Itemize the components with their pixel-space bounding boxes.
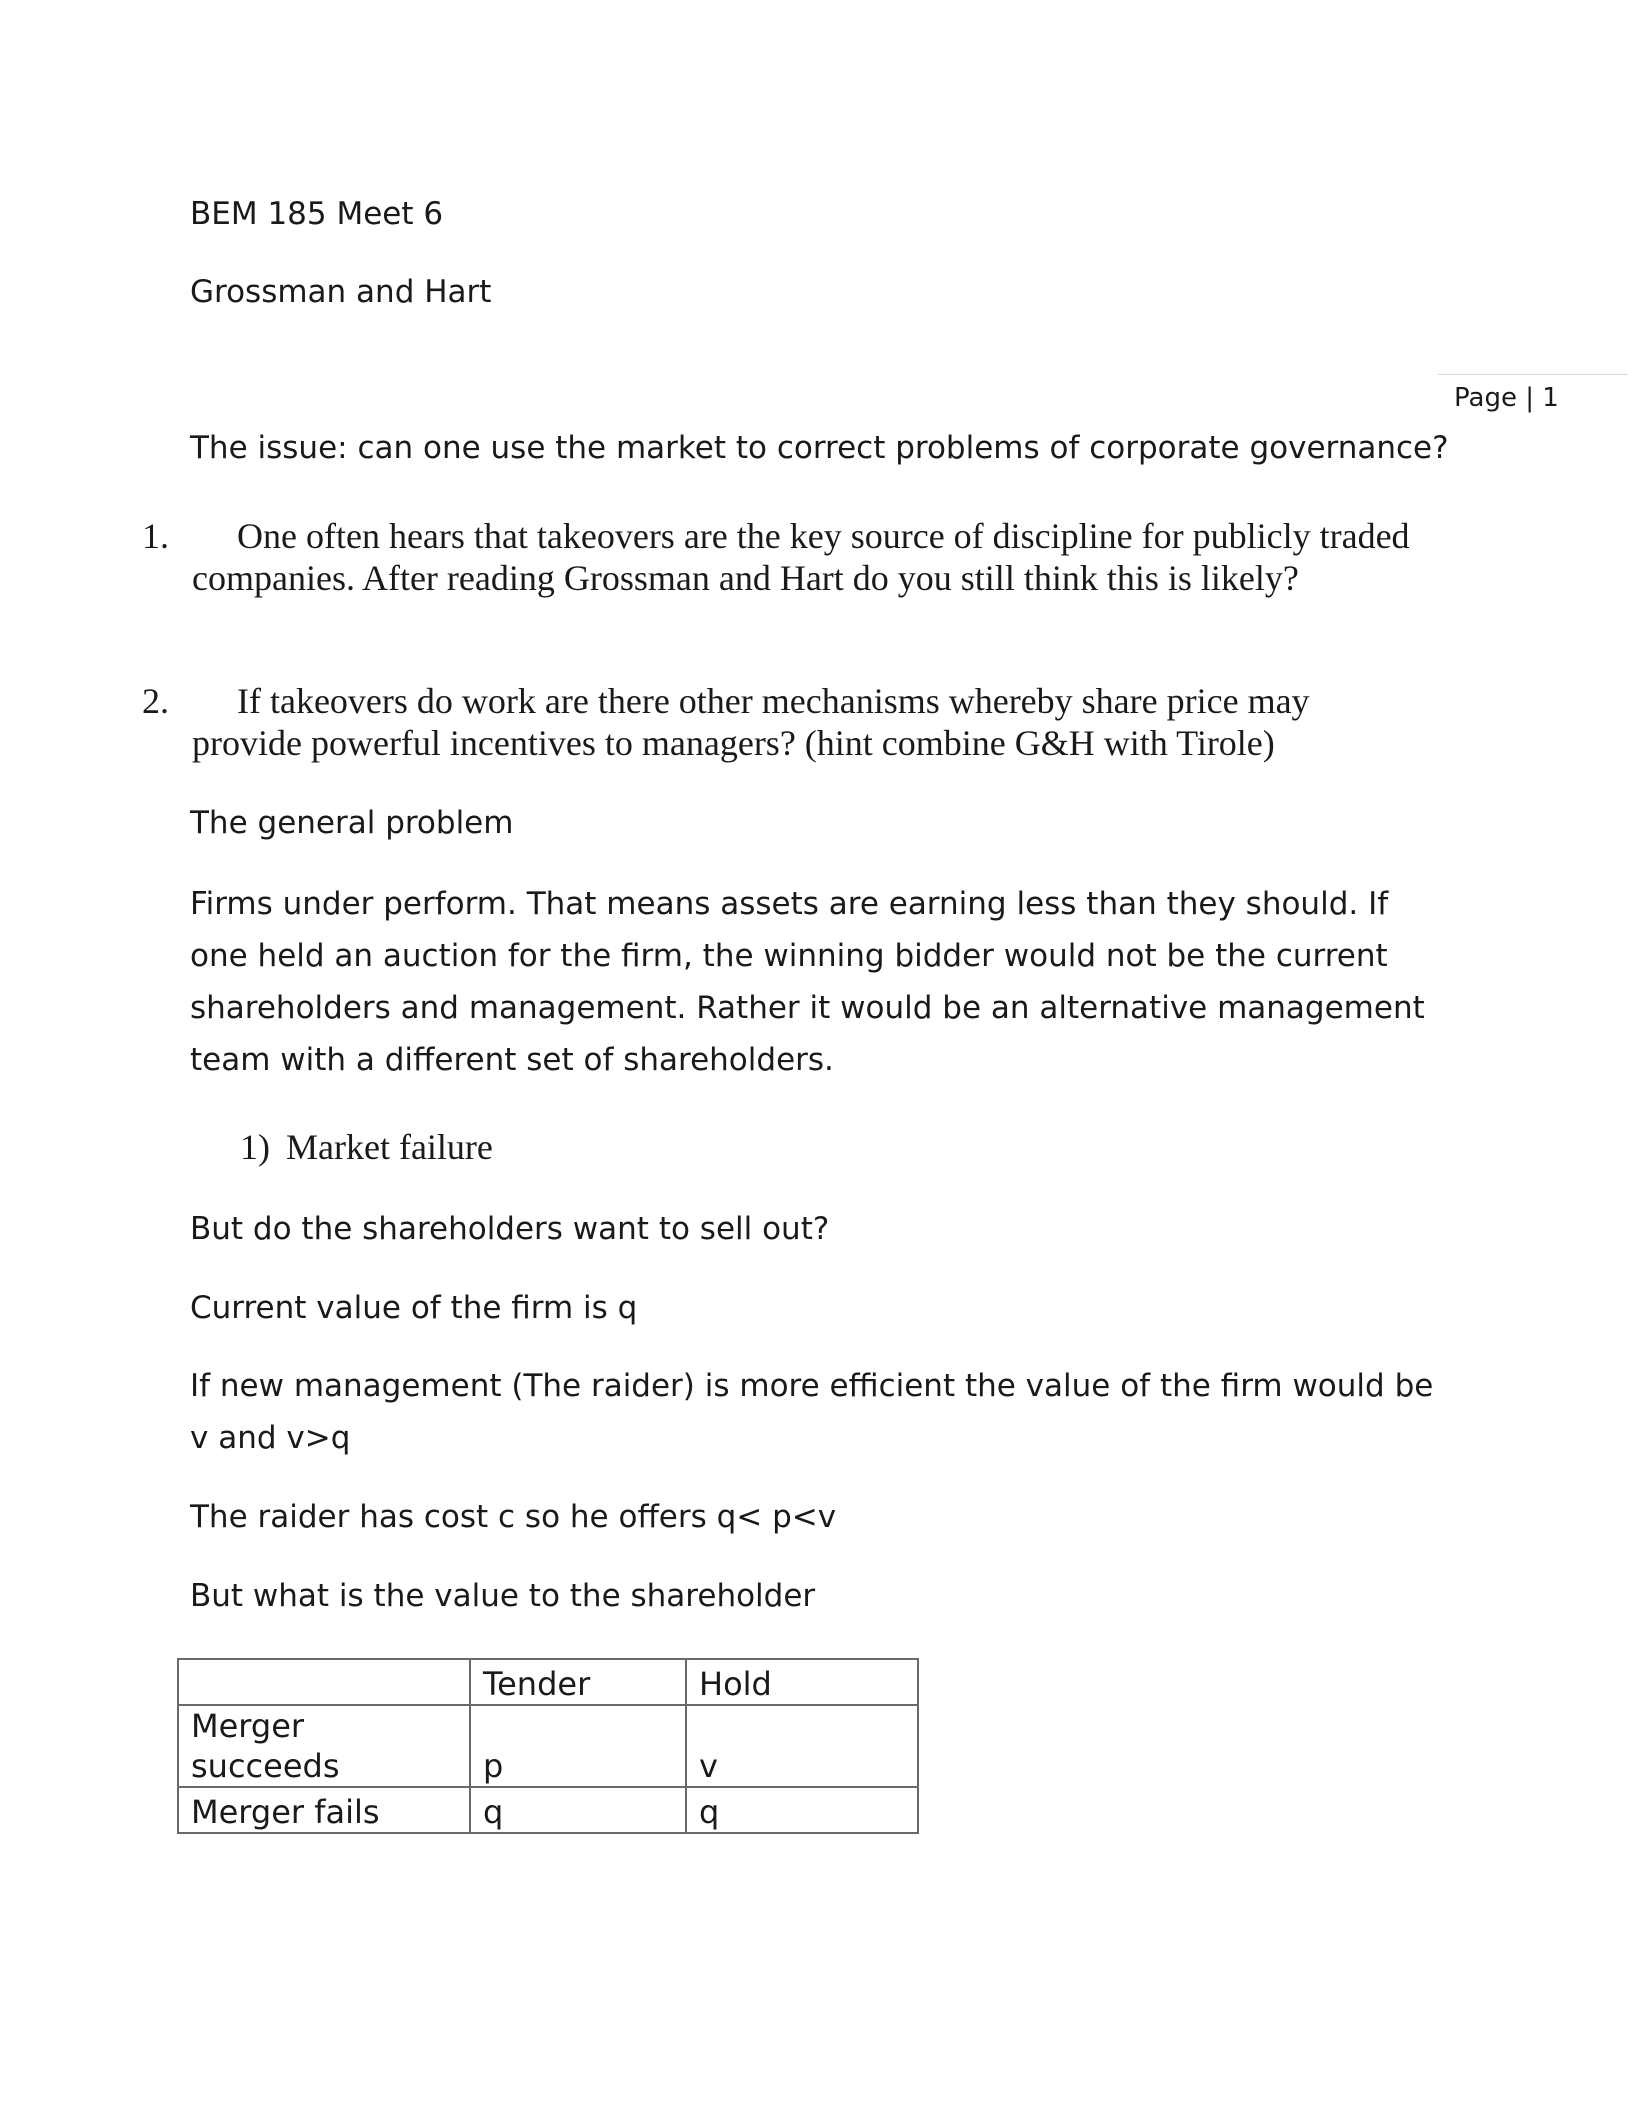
topic-title: Grossman and Hart xyxy=(190,274,492,310)
table-row xyxy=(178,1705,918,1787)
table-header-row xyxy=(178,1659,918,1705)
table-row-label: Merger fails xyxy=(178,1787,470,1833)
question-number: 1. xyxy=(142,516,169,556)
body-line: Current value of the firm is q xyxy=(190,1290,638,1326)
page-number: Page | 1 xyxy=(1454,383,1559,413)
issue-statement: The issue: can one use the market to correct problems of corporate governance? xyxy=(190,430,1449,466)
table-cell: q xyxy=(470,1787,686,1833)
body-line: The raider has cost c so he offers q< p<v xyxy=(190,1499,837,1535)
table-cell: q xyxy=(686,1787,918,1833)
body-line: But do the shareholders want to sell out? xyxy=(190,1211,830,1247)
table-cell: p xyxy=(470,1705,686,1787)
table-row-label: Merger succeeds xyxy=(178,1705,470,1787)
payoff-table xyxy=(177,1658,919,1834)
question-text: If takeovers do work are there other mechanisms whereby share price may provide powerful incentives to managers? (hint combine G&H with Tirole) xyxy=(192,681,1310,763)
table-row xyxy=(178,1787,918,1833)
body-line: But what is the value to the shareholder xyxy=(190,1578,816,1614)
table-header-cell: Hold xyxy=(686,1659,918,1705)
question-number: 2. xyxy=(142,681,169,721)
subsection-title: Market failure xyxy=(286,1127,493,1167)
page-number-rule xyxy=(1438,374,1628,375)
section-heading: The general problem xyxy=(190,805,514,841)
table-cell: v xyxy=(686,1705,918,1787)
body-line: If new management (The raider) is more efficient the value of the firm would be v and v>q xyxy=(190,1368,1434,1456)
subsection-number: 1) xyxy=(240,1127,270,1167)
question-text: One often hears that takeovers are the key source of discipline for publicly traded companies. After reading Grossman and Hart do you still think this is likely? xyxy=(192,516,1410,598)
general-problem-paragraph: Firms under perform. That means assets are earning less than they should. If one held an auction for the firm, the winning bidder would not be the current shareholders and management. Rather it would be an alternative management team with a different set of shareholders. xyxy=(190,886,1425,1078)
course-title: BEM 185 Meet 6 xyxy=(190,196,444,232)
table-cell xyxy=(178,1659,470,1705)
table-header-cell: Tender xyxy=(470,1659,686,1705)
